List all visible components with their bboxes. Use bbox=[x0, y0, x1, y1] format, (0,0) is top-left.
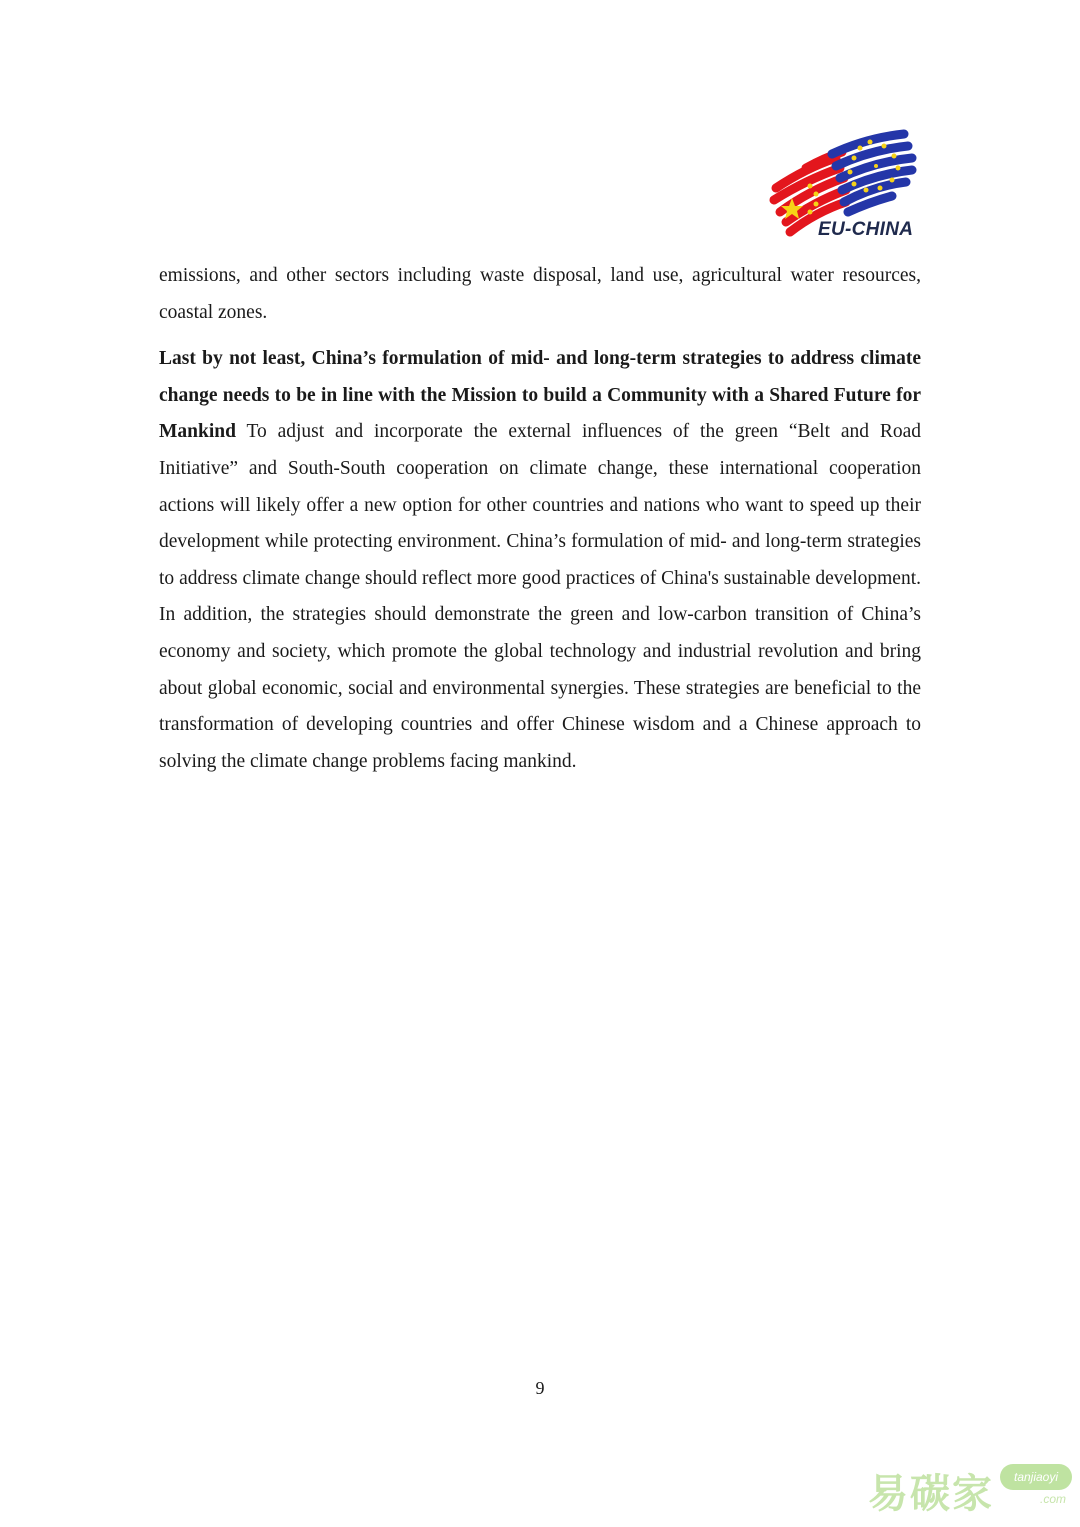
eu-china-logo bbox=[766, 128, 922, 244]
watermark bbox=[868, 1462, 1076, 1520]
paragraph-2-bold-lead: Last by not least, China’s formulation of mid- and long-term strategies to address climate change needs to be in line with the Mission to build a Community with a Shared Future for Mankind bbox=[159, 348, 921, 443]
watermark-domain: tanjiaoyi bbox=[1000, 1464, 1072, 1490]
watermark-tld: .com bbox=[1040, 1492, 1067, 1506]
body-text bbox=[159, 258, 921, 780]
watermark-chinese: 易碳家 bbox=[868, 1471, 994, 1517]
page-number: 9 bbox=[535, 1378, 545, 1398]
logo-text: EU-CHINA bbox=[818, 219, 914, 240]
paragraph-2 bbox=[159, 341, 921, 780]
paragraph-2-body: To adjust and incorporate the external influences of the green “Belt and Road Initiative” and South-South cooperation on climate change, these international cooperation actions will likely offer a new option for other countries and nations who want to speed up their development while protecting environment. China’s formulation of mid- and long-term strategies to address climate change should reflect more good practices of China's sustainable development. In addition, the strategies should demonstrate the green and low-carbon transition of China’s economy and society, which promote the global technology and industrial revolution and bring about global economic, social and environmental synergies. These strategies are beneficial to the transformation of developing countries and offer Chinese wisdom and a Chinese approach to solving the climate change problems facing mankind. bbox=[159, 421, 921, 772]
paragraph-1: emissions, and other sectors including waste disposal, land use, agricultural water resources, coastal zones. bbox=[159, 265, 921, 323]
